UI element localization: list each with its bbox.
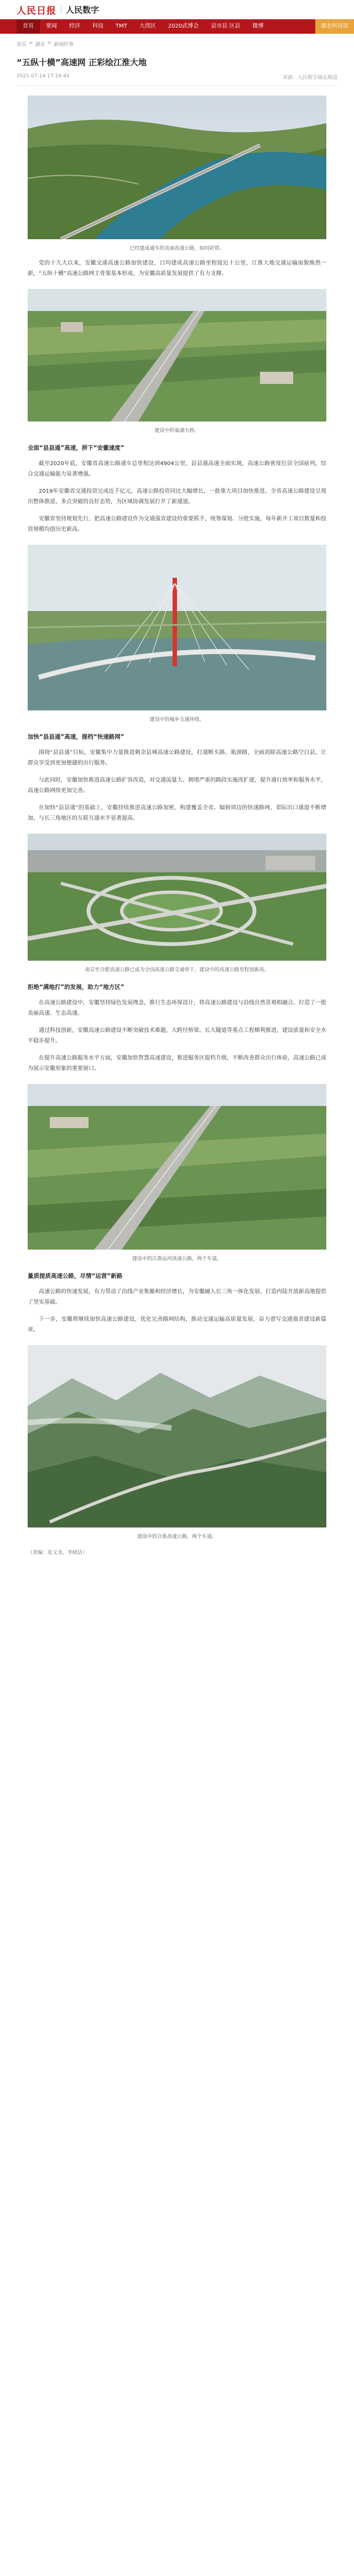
meta-divider xyxy=(17,85,337,86)
article-figure xyxy=(28,1084,326,1262)
nav-item-expo[interactable]: 2020武博会 xyxy=(168,23,199,29)
breadcrumb-home[interactable]: 首页 xyxy=(17,42,27,48)
article-figure xyxy=(28,545,326,723)
article-paragraph: 党的十九大以来，安徽交通高速公路加快建设，日均建成高速公路里程接近十公里，江淮大地交通运输面貌焕然一新，“五纵十横”高速公路网主骨架基本形成，为安徽高质量发展提供了有力支撑。 xyxy=(28,260,326,277)
nav-item-weibo[interactable]: 微博 xyxy=(252,23,264,29)
nav-item-bay-area[interactable]: 大湾区 xyxy=(139,23,156,29)
article-paragraph: 下一步，安徽将继续加快高速公路建设，优化完善路网结构，推动交通运输高质量发展，奋力谱写交通强省建设新篇章。 xyxy=(28,1316,326,1333)
article-paragraph: 与此同时，安徽加快推进高速公路扩容改造，对交通流量大、拥堵严重的路段实施改扩建，提升通行效率和服务水平，高速公路网络更加完善。 xyxy=(28,777,326,794)
nav-item-economy[interactable]: 经济 xyxy=(69,23,80,29)
section-heading: 量质提质高速公路，尽情“运营”新路 xyxy=(28,1273,123,1279)
nav-item-tech[interactable]: 科技 xyxy=(92,23,103,29)
photo-highway-river xyxy=(28,96,326,239)
article-figure xyxy=(28,289,326,434)
photo-highway-fields xyxy=(28,289,326,422)
photo-interchange xyxy=(28,834,326,961)
article-paragraph: 安徽省坚持规划先行，把高速公路建设作为交通强省建设的重要抓手，统筹谋划、分批实施，每年新开工项目数量和投资规模均创历史新高。 xyxy=(28,516,326,533)
article-paragraph: 高速公路的快速发展，有力带动了沿线产业集聚和经济增长，为安徽融入长三角一体化发展、打造内陆开放新高地提供了坚实基础。 xyxy=(28,1289,326,1305)
nav-item-county[interactable]: 县市县 区县 xyxy=(211,23,241,29)
nav-item-tmt[interactable]: TMT xyxy=(116,23,127,29)
article-figure xyxy=(28,1345,326,1540)
article-paragraph: 围绕“县县通”目标，安徽集中力量推进剩余县城高速公路建设，打通断头路、瓶颈路，全面消除高速公路空白县，让群众享受到更加便捷的出行服务。 xyxy=(28,750,326,766)
breadcrumb-separator: > xyxy=(47,40,52,46)
breadcrumb-region[interactable]: 湖北 xyxy=(35,42,45,48)
figure-caption: 南京至合肥高速公路已成为全国高速公路交通骨干，建设中的高速公路里程创新高。 xyxy=(85,967,269,973)
article-paragraph: 在提升高速公路服务水平方面，安徽加快智慧高速建设，推进服务区提档升级，不断改善群众出行体验，高速公路已成为展示安徽形象的重要窗口。 xyxy=(28,1055,326,1072)
article-paragraph: 通过科技创新，安徽高速公路建设不断突破技术难题，大跨径桥梁、长大隧道等重点工程顺利推进，建设质量和安全水平稳步提升。 xyxy=(28,1028,326,1044)
figure-caption: 已经建成通车的美丽高速公路，如同彩带。 xyxy=(129,246,225,251)
article-body xyxy=(28,96,326,1556)
breadcrumb-section[interactable]: 新闻时事 xyxy=(54,42,74,48)
article-paragraph: 2019年安徽省交通投资完成近千亿元，高速公路投资同比大幅增长，一批重大项目加快推进，全省高速公路建设呈现出整体推进、多点突破的良好态势，为区域协调发展打开了新通道。 xyxy=(28,488,326,505)
section-heading: 拒绝“满地打”的发展，助力“地方区” xyxy=(28,984,124,991)
site-logo[interactable] xyxy=(17,0,99,19)
nav-right-link[interactable]: 湖北科技馆 xyxy=(315,19,354,34)
figure-caption: 建设中的城乡交通环线。 xyxy=(149,717,205,723)
article-paragraph: 截至2020年底，安徽省高速公路通车总里程达到4904公里，县县通高速全面实现，高速公路密度位居全国前列，综合交通运输能力显著增强。 xyxy=(28,461,326,477)
photo-straight-highway xyxy=(28,1084,326,1250)
article-figure xyxy=(28,96,326,251)
article-date: 2021-07-14 17:16:44 xyxy=(17,73,70,79)
article-paragraph: 在高速公路建设中，安徽坚持绿色发展理念，推行生态环保设计，将高速公路建设与沿线自然景观相融合，打造了一批美丽高速、生态高速。 xyxy=(28,1000,326,1016)
article-paragraph: 在加快“县县通”的基础上，安徽持续推进高速公路加密，构建覆盖全省、辐射周边的快速路网，省际出口通道不断增加，与长三角地区的互联互通水平显著提高。 xyxy=(28,805,326,821)
section-heading: 全面“县县通”高速，拼下“安徽速度” xyxy=(28,445,124,451)
photo-mountain-highway xyxy=(28,1345,326,1527)
article-figure xyxy=(28,834,326,973)
photo-cable-bridge xyxy=(28,545,326,710)
article-source: 来源：人民数字湖北频道 xyxy=(282,75,337,81)
figure-caption: 建设中的巢湖大桥。 xyxy=(154,428,200,434)
logo-text: 人民数字 xyxy=(66,4,100,15)
top-header xyxy=(0,0,354,19)
main-nav xyxy=(0,19,354,34)
figure-caption: 建设中的合淮高速公路，两个车道。 xyxy=(137,1534,217,1540)
nav-item-news[interactable]: 要闻 xyxy=(46,23,57,29)
article-meta xyxy=(17,73,337,81)
section-heading: 加快“县县通”高速，提档“快速路网” xyxy=(28,734,124,740)
article-title: “五纵十横”高速网 正彩绘江淮大地 xyxy=(17,57,147,67)
article-editor: （责编：张义龙、李晓洁） xyxy=(28,1550,88,1556)
breadcrumb-separator: > xyxy=(29,40,33,46)
logo-mark: 人民日报 xyxy=(17,5,56,17)
breadcrumb xyxy=(17,40,354,48)
figure-caption: 建设中的江淮运河高速公路，两个车道。 xyxy=(132,1256,222,1262)
nav-item-home[interactable]: 首页 xyxy=(17,19,40,34)
